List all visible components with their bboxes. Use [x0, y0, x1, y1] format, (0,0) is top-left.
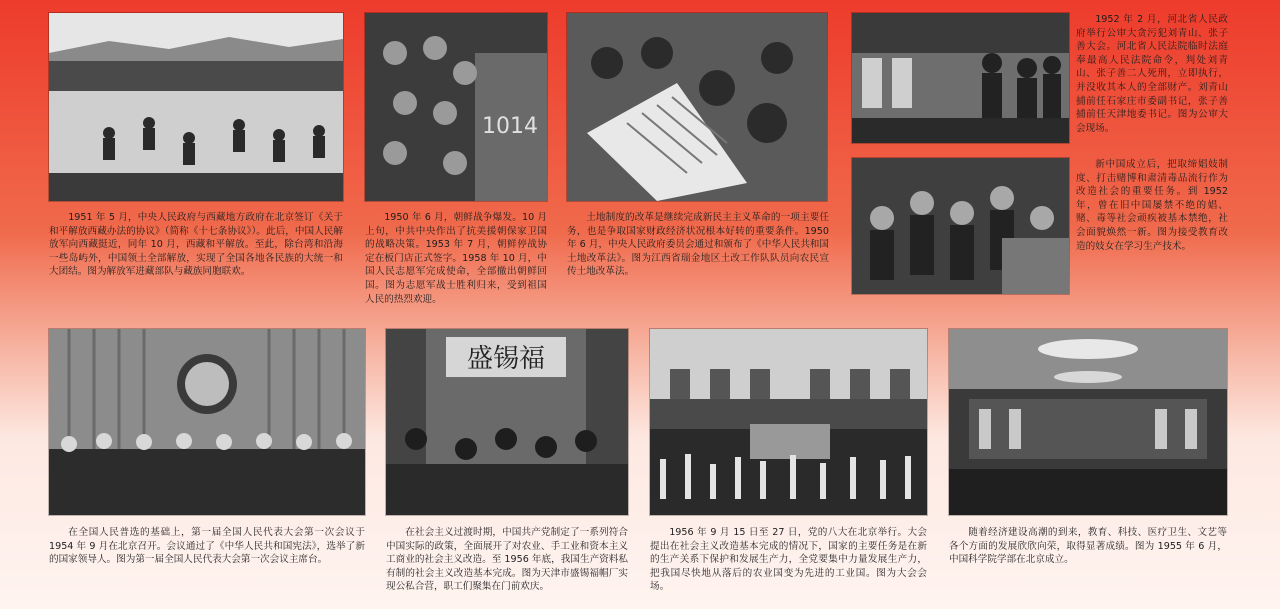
- caption-corruption-trial: 1952 年 2 月，河北省人民政府举行公审大贪污犯刘青山、张子善大会。河北省人民法院临时法庭奉最高人民法院命令，判处刘青山、张子善二人死刑，立即执行，并没收其本人的全部财产。刘青山捕前任石家庄市委副书记，张子善捕前任天津地委书记。图为公审大会现场。: [1076, 14, 1228, 134]
- caption-land-reform: 土地制度的改革是继续完成新民主主义革命的一项主要任务，也是争取国家财政经济状况根本好转的重要条件。1950 年 6 月，中央人民政府委员会通过和颁布了《中华人民共和国土地改革法》。图为江西省瑞金地区土改工作队队员向农民宣传土地改革法。: [567, 212, 829, 278]
- photo-npc-rostrum: [49, 329, 365, 515]
- photo-public-trial: [852, 13, 1069, 143]
- photo-land-reform: [567, 13, 827, 201]
- photo-women-reform: [852, 158, 1069, 294]
- train-number-text: 1014: [482, 114, 538, 139]
- photo-eighth-congress: [650, 329, 927, 515]
- photo-shengxifu-factory: [386, 329, 628, 515]
- caption-social-reform: 新中国成立后，把取缔娼妓制度、打击赌博和肃清毒品流行作为改造社会的重要任务。到 1952 年，曾在旧中国屡禁不绝的娼、赌、毒等社会顽疾被基本禁绝，社会面貌焕然一新。图为接受教育改造的妓女在学习生产技术。: [1076, 159, 1228, 252]
- caption-socialist-transformation: 在社会主义过渡时期，中国共产党制定了一系列符合中国实际的政策，全面展开了对农业、手工业和资本主义工商业的社会主义改造。至 1956 年底，我国生产资料私有制的社会主义改造基本完成。图为天津市盛锡福帽厂实现公私合营，职工们聚集在门前欢庆。: [386, 527, 628, 593]
- caption-eighth-congress: 1956 年 9 月 15 日至 27 日，党的八大在北京举行。大会提出在社会主义改造基本完成的情况下，国家的主要任务是在新的生产关系下保护和发展生产力，全党要集中力量发展生产力，把我国尽快地从落后的农业国变为先进的工业国。图为大会会场。: [650, 527, 927, 593]
- caption-tibet: 1951 年 5 月，中央人民政府与西藏地方政府在北京签订《关于和平解放西藏办法的协议》（简称《十七条协议》）。此后，中国人民解放军向西藏挺近，同年 10 月，西藏和平解放。至此，除台湾和沿海一些岛屿外，中国领土全部解放，实现了全国各地各民族的大统一和大团结。图为解放军进藏部队与藏族同胞联欢。: [49, 212, 343, 278]
- caption-npc: 在全国人民普选的基础上，第一届全国人民代表大会第一次会议于 1954 年 9 月在北京召开。会议通过了《中华人民共和国宪法》，选举了新的国家领导人。图为第一届全国人民代表大会第一次会议主席台。: [49, 527, 365, 566]
- photo-tibet-celebration: [49, 13, 343, 201]
- photo-volunteers-return: [365, 13, 547, 201]
- shop-sign-text: 盛锡福: [466, 344, 546, 374]
- caption-korea: 1950 年 6 月，朝鲜战争爆发。10 月上旬，中共中央作出了抗美援朝保家卫国的战略决策。1953 年 7 月，朝鲜停战协定在板门店正式签字。1958 年 10 月，中国人民志愿军完成使命，全部撤出朝鲜回国。图为志愿军战士胜利归来，受到祖国人民的热烈欢迎。: [365, 212, 547, 305]
- photo-academy-founding: [949, 329, 1227, 515]
- caption-academy: 随着经济建设高潮的到来，教育、科技、医疗卫生、文艺等各个方面的发展欣欣向荣，取得显著成绩。图为 1955 年 6 月，中国科学院学部在北京成立。: [949, 527, 1227, 566]
